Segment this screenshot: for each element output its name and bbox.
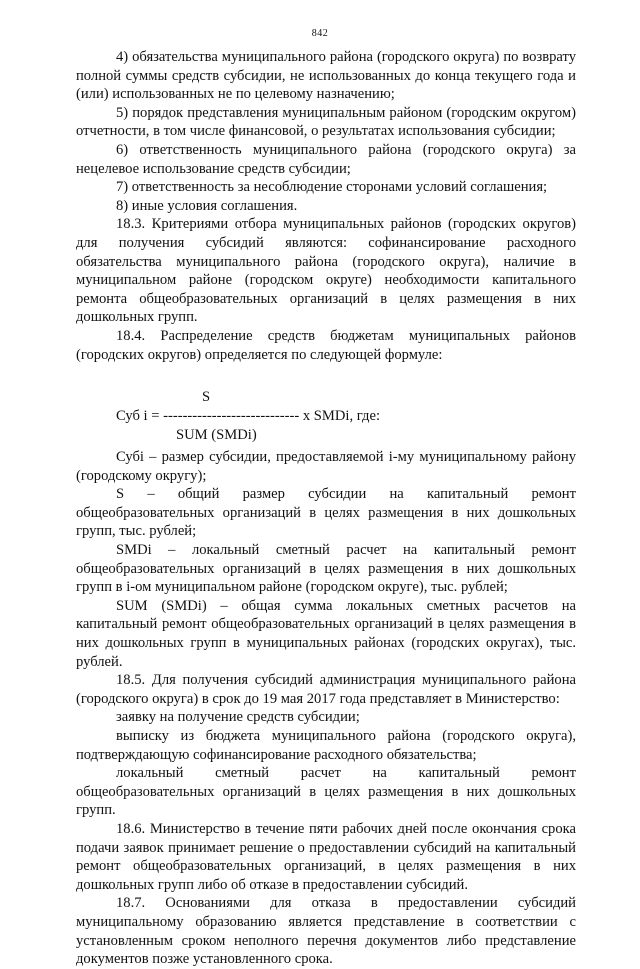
paragraph-item-8: 8) иные условия соглашения. xyxy=(116,197,298,214)
paragraph-18-4: 18.4. Распределение средств бюджетам муниципальных районов (городских округов) определяется по следующей формуле: xyxy=(76,327,576,363)
definition-subi: Субi – размер субсидии, предоставляемой i-му муниципальному району (городскому округу); xyxy=(76,449,576,484)
paragraph-item-5: 5) порядок представления муниципальным районом (городским округом) отчетности, в том числе финансовой, о результатах использования субсидии; xyxy=(76,104,576,140)
document-list-item-budget-extract: выписку из бюджета муниципального района (городского округа), подтверждающую софинансирование расходного обязательства; xyxy=(76,728,576,763)
formula-denominator: SUM (SMDi) xyxy=(176,427,257,444)
definition-smdi: SMDi – локальный сметный расчет на капитальный ремонт общеобразовательных организаций в целях размещения в них дошкольных групп в i-ом муниципальном районе (городском округе), тыс. рублей; xyxy=(76,542,576,596)
paragraph-item-4: 4) обязательства муниципального района (городского округа) по возврату полной суммы средств субсидии, не использованных до конца текущего года и (или) использованных не по целевому назначению; xyxy=(76,49,576,103)
page-number: 842 xyxy=(311,28,329,39)
paragraph-item-7: 7) ответственность за несоблюдение сторонами условий соглашения; xyxy=(116,179,548,196)
paragraph-18-6: 18.6. Министерство в течение пяти рабочих дней после окончания срока подачи заявок принимает решение о предоставлении субсидий на капитальный ремонт общеобразовательных организаций, в целях размещения в них дошкольных групп либо об отказе в предоставлении субсидий. xyxy=(76,820,576,893)
definition-sum-smdi: SUM (SMDi) – общая сумма локальных сметных расчетов на капитальный ремонт общеобразовательных организаций в целях размещения в них дошкольных групп в муниципальных районах (городских округах), тыс. рублей. xyxy=(76,597,576,670)
formula-main-line: Суб i = ---------------------------- х SMDi, где: xyxy=(116,408,380,425)
subsidy-formula xyxy=(76,388,576,444)
document-body xyxy=(76,48,576,969)
paragraph-18-7: 18.7. Основаниями для отказа в предоставлении субсидий муниципальному образованию является представление в соответствии с установленным сроком неполного перечня документов либо представление документов позже установленного срока. xyxy=(76,895,576,968)
paragraph-18-5: 18.5. Для получения субсидий администрация муниципального района (городского округа) в срок до 19 мая 2017 года представляет в Министерство: xyxy=(76,672,576,707)
definition-s: S – общий размер субсидии на капитальный ремонт общеобразовательных организаций в целях размещения в них дошкольных групп, тыс. рублей; xyxy=(76,486,576,540)
document-list-item-application: заявку на получение средств субсидии; xyxy=(116,709,360,726)
paragraph-18-3: 18.3. Критериями отбора муниципальных районов (городских округов) для получения субсидий являются: софинансирование расходного обязательства муниципального района (городского округа), наличие в муниципальном районе (городском округе) необходимости капитального ремонта общеобразовательных организаций в целях размещения в них дошкольных групп. xyxy=(76,216,576,326)
document-list-item-estimate: локальный сметный расчет на капитальный ремонт общеобразовательных организаций в целях размещения в них дошкольных групп. xyxy=(76,765,576,819)
paragraph-item-6: 6) ответственность муниципального района (городского округа) за нецелевое использование средств субсидии; xyxy=(76,141,576,177)
formula-numerator: S xyxy=(202,389,211,406)
